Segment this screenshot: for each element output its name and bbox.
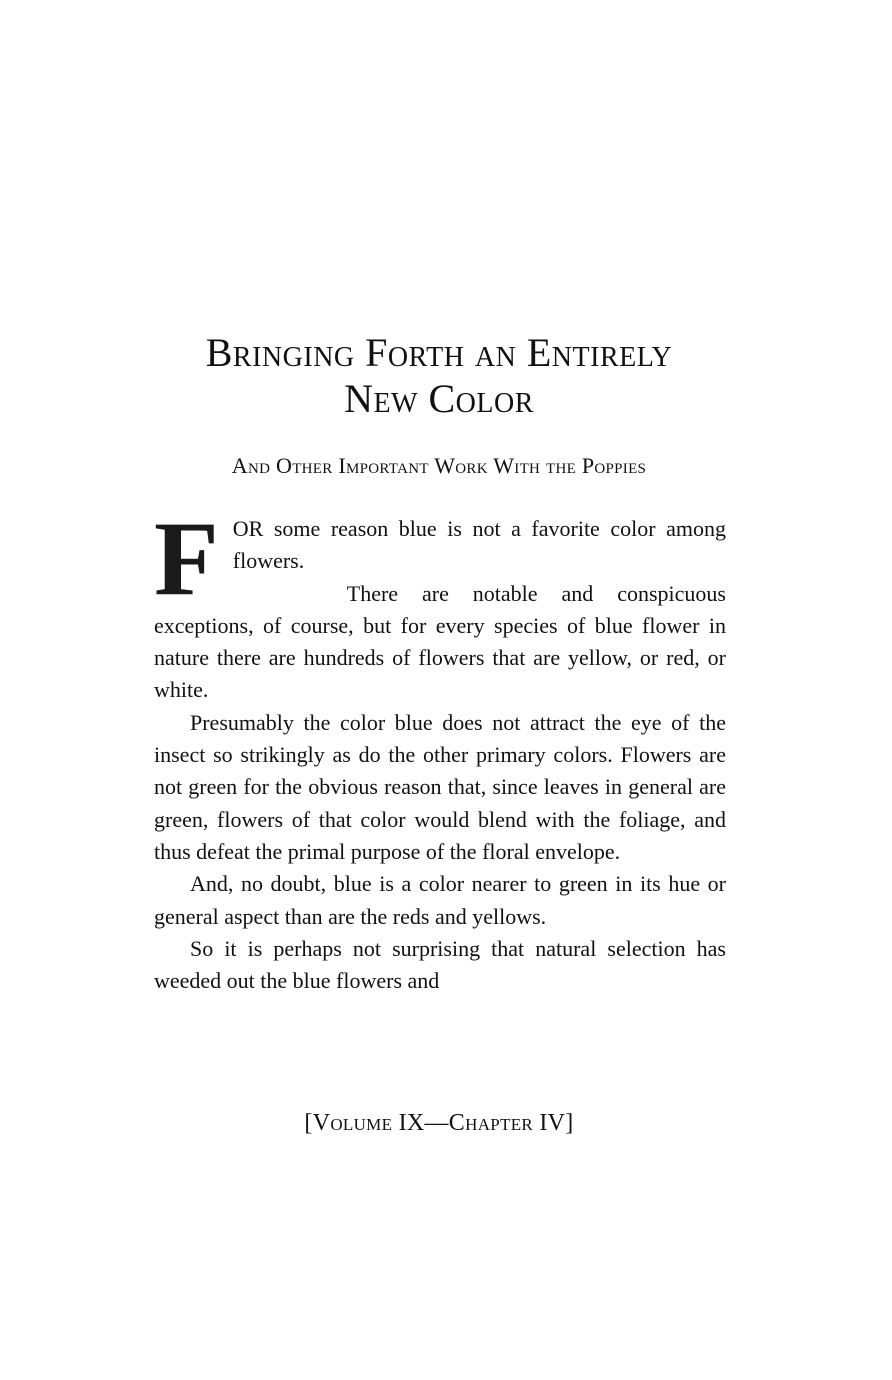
paragraph-1-text: OR some reason blue is not a favorite color among flowers. — [232, 516, 726, 574]
chapter-subtitle: And Other Important Work With the Poppies — [231, 453, 647, 478]
chapter-body — [154, 500, 726, 997]
paragraph-4: And, no doubt, blue is a color nearer to green in its hue or general aspect than are the reds and yellows. — [154, 871, 726, 929]
drop-cap: F — [154, 500, 219, 617]
volume-chapter-footer: [Volume IX—Chapter IV] — [304, 1110, 574, 1136]
paragraph-3: Presumably the color blue does not attract the eye of the insect so strikingly as do the other primary colors. Flowers are not green for the obvious reason that, since leaves in general are green, flowers of that color would blend with the foliage, and thus defeat the primal purpose of the floral envelope. — [154, 709, 726, 864]
chapter-title — [150, 330, 728, 422]
chapter-title-line-2: New Color — [344, 376, 534, 421]
paragraph-1 — [154, 500, 726, 617]
chapter-title-line-1: Bringing Forth an Entirely — [205, 330, 673, 375]
paragraph-5: So it is perhaps not surprising that natural selection has weeded out the blue flowers and — [154, 935, 726, 994]
paragraph-2: There are notable and conspicuous exceptions, of course, but for every species of blue flower in nature there are hundreds of flowers that are yellow, or red, or white. — [154, 580, 726, 703]
